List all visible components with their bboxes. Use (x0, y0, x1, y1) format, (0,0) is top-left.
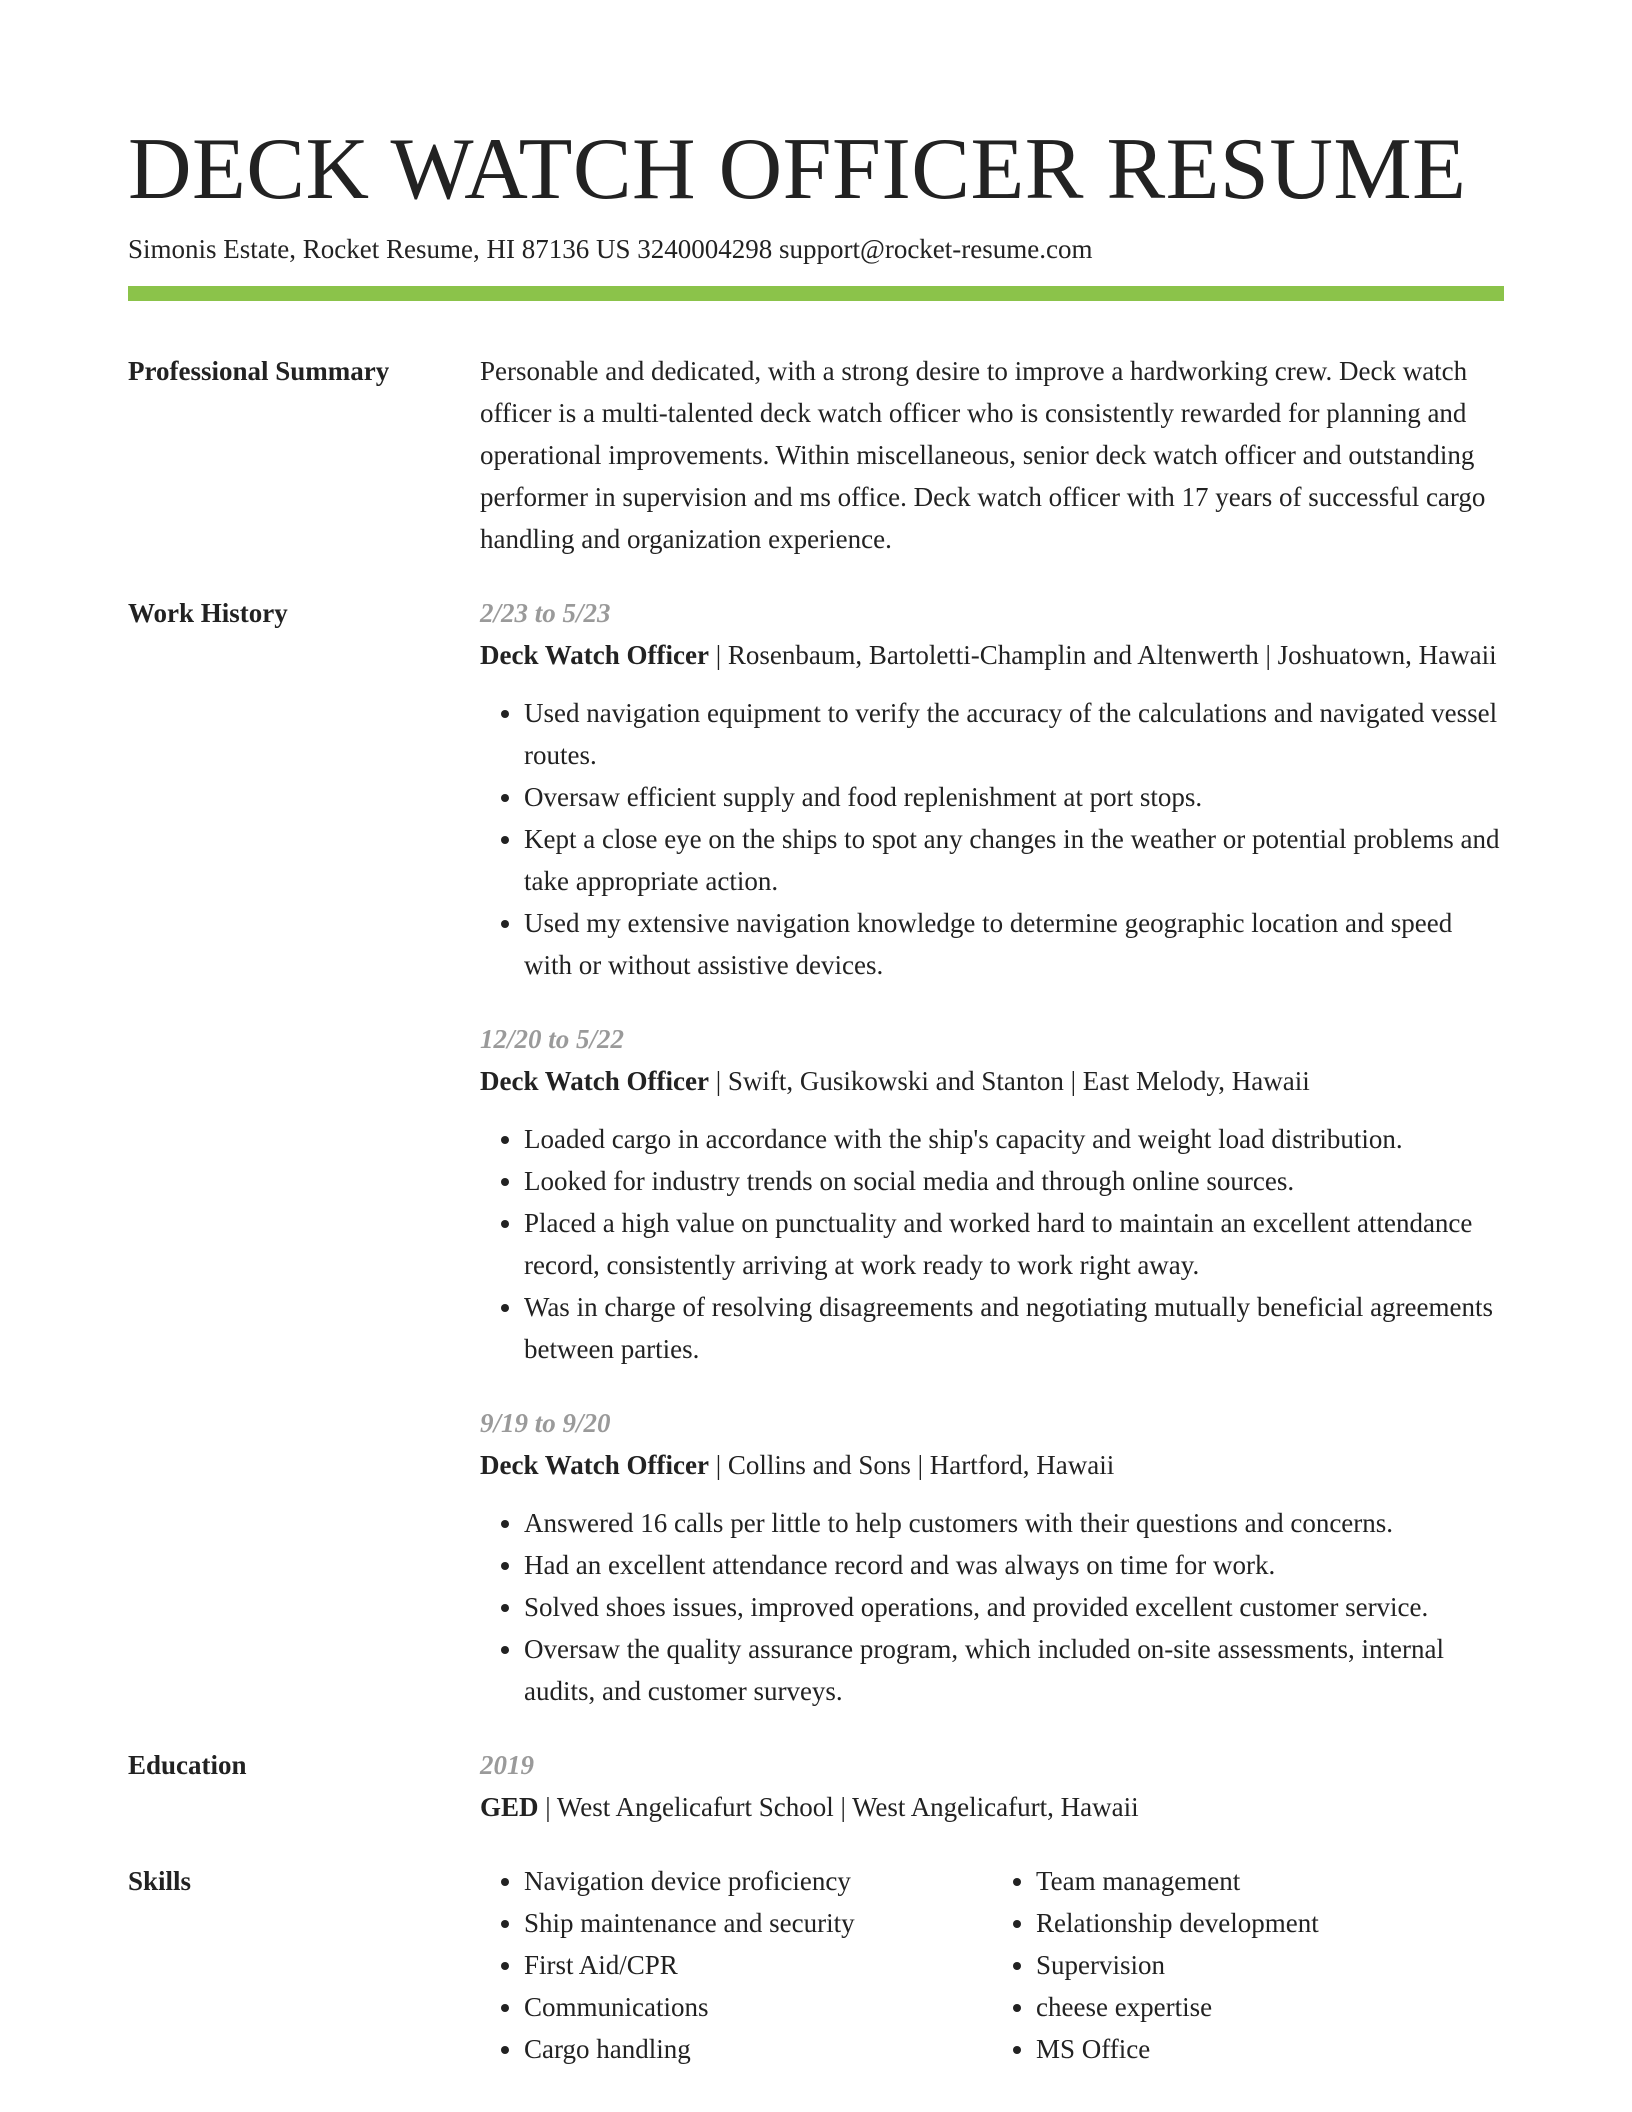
skill-item: • Team management (1036, 1860, 1504, 1902)
job-dates: 12/20 to 5/22 (480, 1024, 625, 1054)
contact-line: Simonis Estate, Rocket Resume, HI 87136 US 3240004298 support@rocket-resume.com (128, 234, 1093, 264)
skill-item: • Communications (524, 1986, 992, 2028)
skill-item: • Relationship development (1036, 1902, 1504, 1944)
job-title-line (480, 1444, 1504, 1486)
section-label: Skills (128, 1866, 192, 1896)
job-bullet: • Solved shoes issues, improved operations, and provided excellent customer service. (524, 1586, 1504, 1628)
job-bullet: • Oversaw the quality assurance program, which included on-site assessments, internal audits, and customer surveys. (524, 1628, 1504, 1712)
job-dates: 9/19 to 9/20 (480, 1408, 611, 1438)
education-section (128, 1744, 1504, 1828)
job-title: Deck Watch Officer (480, 1450, 709, 1480)
summary-text: Personable and dedicated, with a strong desire to improve a hardworking crew. Deck watch officer is a multi-talented deck watch officer who is consistently rewarded for planning and operational improvements. Within miscellaneous, senior deck watch officer and outstanding performer in supervision and ms office. Deck watch officer with 17 years of successful cargo handling and organization experience. (480, 356, 1486, 554)
job-entry (480, 1402, 1504, 1712)
job-title-line (480, 1060, 1504, 1102)
section-body (480, 350, 1504, 560)
work-history-section (128, 592, 1504, 1744)
education-school-location: | West Angelicafurt School | West Angelicafurt, Hawaii (538, 1792, 1139, 1822)
job-bullet: • Had an excellent attendance record and was always on time for work. (524, 1544, 1504, 1586)
job-title-line (480, 634, 1504, 676)
job-bullets (480, 692, 1504, 986)
section-label: Work History (128, 598, 288, 628)
job-bullet: • Answered 16 calls per little to help customers with their questions and concerns. (524, 1502, 1504, 1544)
skill-item: • Ship maintenance and security (524, 1902, 992, 1944)
skill-item: • First Aid/CPR (524, 1944, 992, 1986)
section-body (480, 1744, 1504, 1828)
skill-item: • MS Office (1036, 2028, 1504, 2070)
skills-section (128, 1860, 1504, 2070)
professional-summary-section (128, 350, 1504, 560)
skill-item: • Navigation device proficiency (524, 1860, 992, 1902)
job-bullet: • Kept a close eye on the ships to spot any changes in the weather or potential problems and take appropriate action. (524, 818, 1504, 902)
job-entry (480, 1018, 1504, 1370)
header-divider (128, 286, 1504, 301)
job-bullets (480, 1118, 1504, 1370)
skills-list-right (992, 1860, 1504, 2070)
job-title: Deck Watch Officer (480, 1066, 709, 1096)
education-year: 2019 (480, 1750, 534, 1780)
job-bullet: • Oversaw efficient supply and food replenishment at port stops. (524, 776, 1504, 818)
job-bullet: • Used my extensive navigation knowledge to determine geographic location and speed with or without assistive devices. (524, 902, 1504, 986)
skill-item: • Cargo handling (524, 2028, 992, 2070)
job-bullet: • Placed a high value on punctuality and worked hard to maintain an excellent attendance record, consistently arriving at work ready to work right away. (524, 1202, 1504, 1286)
section-body (480, 592, 1504, 1744)
education-degree: GED (480, 1792, 539, 1822)
job-bullets (480, 1502, 1504, 1712)
resume-title: DECK WATCH OFFICER RESUME (128, 121, 1467, 218)
job-employer-location: | Collins and Sons | Hartford, Hawaii (708, 1450, 1115, 1480)
skill-item: • cheese expertise (1036, 1986, 1504, 2028)
section-label: Professional Summary (128, 356, 390, 386)
job-entry (480, 592, 1504, 986)
resume-content (128, 350, 1504, 2070)
job-employer-location: | Swift, Gusikowski and Stanton | East Melody, Hawaii (708, 1066, 1310, 1096)
job-bullet: • Used navigation equipment to verify the accuracy of the calculations and navigated vessel routes. (524, 692, 1504, 776)
education-line (480, 1786, 1504, 1828)
job-title: Deck Watch Officer (480, 640, 709, 670)
skill-item: • Supervision (1036, 1944, 1504, 1986)
job-bullet: • Looked for industry trends on social media and through online sources. (524, 1160, 1504, 1202)
job-employer-location: | Rosenbaum, Bartoletti-Champlin and Altenwerth | Joshuatown, Hawaii (708, 640, 1497, 670)
section-label: Education (128, 1750, 247, 1780)
skills-columns (480, 1860, 1504, 2070)
skills-list-left (480, 1860, 992, 2070)
job-bullet: • Loaded cargo in accordance with the ship's capacity and weight load distribution. (524, 1118, 1504, 1160)
job-bullet: • Was in charge of resolving disagreements and negotiating mutually beneficial agreements between parties. (524, 1286, 1504, 1370)
job-dates: 2/23 to 5/23 (480, 598, 611, 628)
